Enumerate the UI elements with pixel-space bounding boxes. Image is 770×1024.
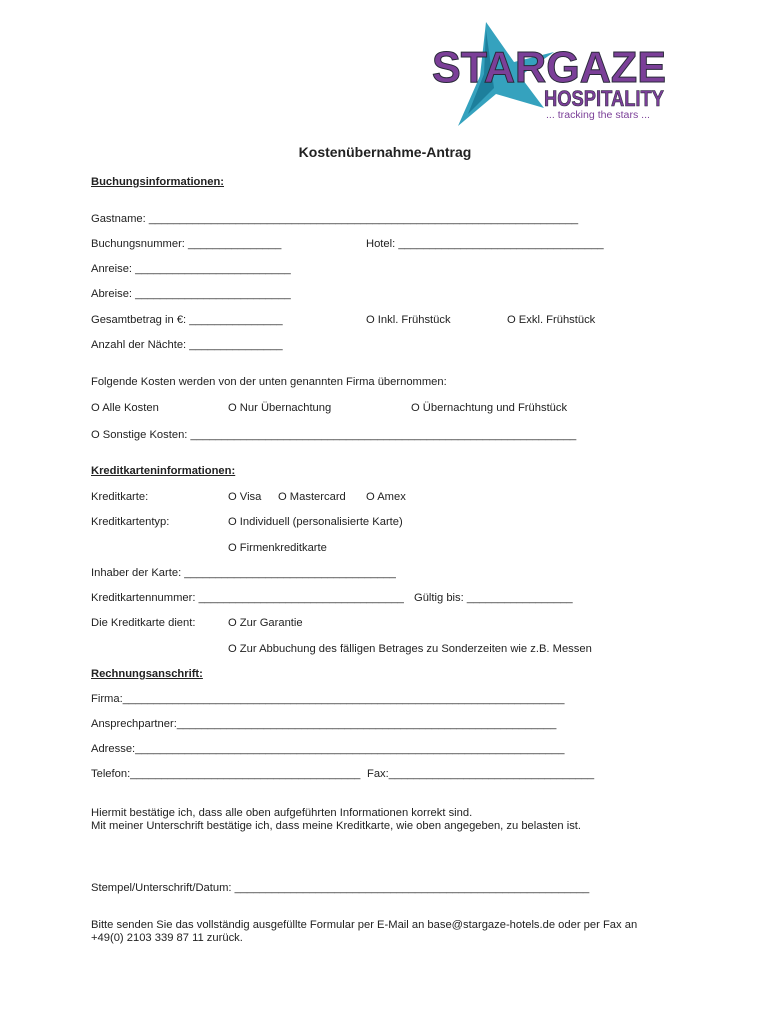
- costs-intro: Folgende Kosten werden von der unten genannten Firma übernommen:: [91, 376, 447, 388]
- mastercard-option[interactable]: O Mastercard: [278, 491, 346, 503]
- arrival-field[interactable]: Anreise: _________________________: [91, 263, 291, 275]
- charge-option[interactable]: O Zur Abbuchung des fälligen Betrages zu Sonderzeiten wie z.B. Messen: [228, 643, 592, 655]
- page-title: Kostenübernahme-Antrag: [298, 144, 472, 160]
- footer-line-2: +49(0) 2103 339 87 11 zurück.: [91, 932, 243, 944]
- all-costs-option[interactable]: O Alle Kosten: [91, 402, 159, 414]
- total-amount-field[interactable]: Gesamtbetrag in €: _______________: [91, 314, 283, 326]
- billing-heading: Rechnungsanschrift:: [91, 668, 203, 680]
- booking-number-field[interactable]: Buchungsnummer: _______________: [91, 238, 282, 250]
- logo-brand-word: STARGAZE: [432, 43, 666, 92]
- hotel-field[interactable]: Hotel: _________________________________: [366, 238, 604, 250]
- booking-heading: Buchungsinformationen:: [91, 176, 224, 188]
- logo-tagline: ... tracking the stars ...: [546, 110, 650, 121]
- card-type-label: Kreditkartentyp:: [91, 516, 170, 528]
- card-holder-field[interactable]: Inhaber der Karte: __________________________________: [91, 567, 396, 579]
- fax-field[interactable]: Fax:_________________________________: [367, 768, 595, 780]
- card-number-field[interactable]: Kreditkartennummer: _________________________________: [91, 592, 404, 604]
- confirmation-line-1: Hiermit bestätige ich, dass alle oben aufgeführten Informationen korrekt sind.: [91, 807, 473, 819]
- card-heading: Kreditkarteninformationen:: [91, 465, 236, 477]
- excl-breakfast-option[interactable]: O Exkl. Frühstück: [507, 314, 596, 326]
- logo-brand-sub: HOSPITALITY: [544, 86, 665, 111]
- other-costs-field[interactable]: O Sonstige Kosten: ______________________________________________________________: [91, 429, 577, 441]
- valid-until-field[interactable]: Gültig bis: _________________: [414, 592, 573, 604]
- guarantee-option[interactable]: O Zur Garantie: [228, 617, 303, 629]
- amex-option[interactable]: O Amex: [366, 491, 406, 503]
- room-breakfast-option[interactable]: O Übernachtung und Frühstück: [411, 402, 568, 414]
- phone-field[interactable]: Telefon:_____________________________________: [91, 768, 361, 780]
- stargaze-hospitality-logo: [424, 22, 674, 130]
- footer-line-1: Bitte senden Sie das vollständig ausgefüllte Formular per E-Mail an base@stargaze-hotels.de oder per Fax an: [91, 919, 638, 931]
- confirmation-line-2: Mit meiner Unterschrift bestätige ich, dass meine Kreditkarte, wie oben angegeben, zu belasten ist.: [91, 820, 582, 832]
- card-purpose-label: Die Kreditkarte dient:: [91, 617, 196, 629]
- signature-field[interactable]: Stempel/Unterschrift/Datum: _________________________________________________________: [91, 882, 590, 894]
- nights-field[interactable]: Anzahl der Nächte: _______________: [91, 339, 283, 351]
- address-field[interactable]: Adresse:_____________________________________________________________________: [91, 743, 565, 755]
- room-only-option[interactable]: O Nur Übernachtung: [228, 402, 332, 414]
- contact-person-field[interactable]: Ansprechpartner:_____________________________________________________________: [91, 718, 557, 730]
- departure-field[interactable]: Abreise: _________________________: [91, 288, 291, 300]
- guest-name-field[interactable]: Gastname: _____________________________________________________________________: [91, 213, 579, 225]
- corporate-card-option[interactable]: O Firmenkreditkarte: [228, 542, 327, 554]
- incl-breakfast-option[interactable]: O Inkl. Frühstück: [366, 314, 451, 326]
- individual-card-option[interactable]: O Individuell (personalisierte Karte): [228, 516, 403, 528]
- company-field[interactable]: Firma:_______________________________________________________________________: [91, 693, 565, 705]
- visa-option[interactable]: O Visa: [228, 491, 262, 503]
- card-label: Kreditkarte:: [91, 491, 149, 503]
